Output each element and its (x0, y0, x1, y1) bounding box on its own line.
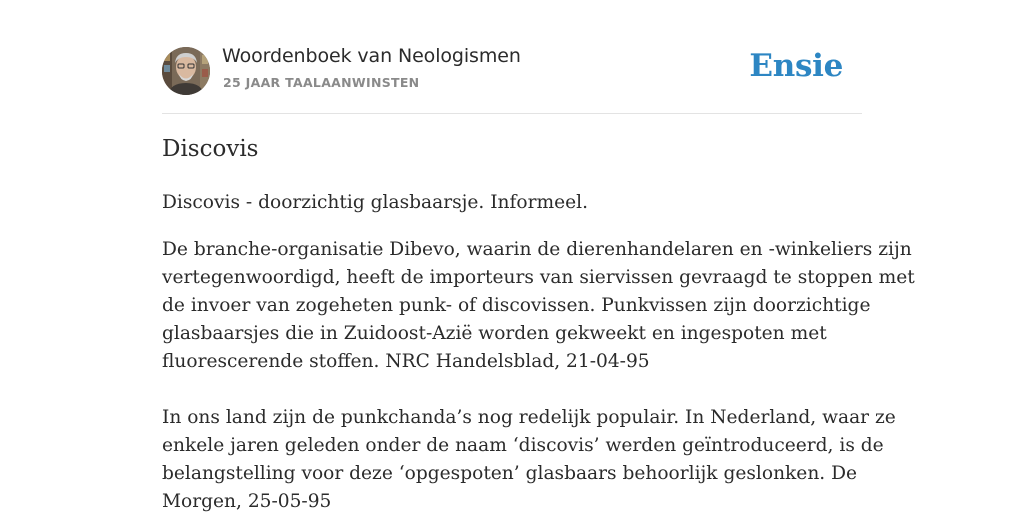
quote-line: glasbaarsjes die in Zuidoost-Azië worden gekweekt en ingespoten met (162, 323, 827, 344)
quote-line: Morgen, 25-05-95 (162, 491, 332, 512)
quote-line: belangstelling voor deze ‘opgespoten’ glasbaars behoorlijk geslonken. De (162, 463, 858, 484)
author-avatar[interactable] (162, 47, 210, 95)
entry-definition: Discovis - doorzichtig glasbaarsje. Informeel. (162, 192, 588, 213)
site-header (162, 0, 862, 114)
quote-line: enkele jaren geleden onder de naam ‘discovis’ werden geïntroduceerd, is de (162, 435, 884, 456)
ensie-logo[interactable]: Ensie (749, 48, 843, 84)
quote-block (162, 404, 896, 512)
quote-line: De branche-organisatie Dibevo, waarin de dierenhandelaren en -winkeliers zijn (162, 239, 912, 260)
quote-line: In ons land zijn de punkchanda’s nog redelijk populair. In Nederland, waar ze (162, 407, 896, 428)
quote-line: fluorescerende stoffen. NRC Handelsblad, 21-04-95 (162, 351, 650, 372)
entry-body (162, 189, 915, 512)
avatar-portrait-icon (162, 47, 210, 95)
quote-line: vertegenwoordigd, heeft de importeurs van siervissen gevraagd te stoppen met (162, 267, 915, 288)
site-title[interactable]: Woordenboek van Neologismen (222, 45, 521, 67)
entry-title: Discovis (162, 136, 259, 162)
quote-block (162, 236, 915, 376)
site-subtitle: 25 JAAR TAALAANWINSTEN (223, 75, 420, 90)
content-container (162, 0, 915, 512)
quote-line: de invoer van zogeheten punk- of discovissen. Punkvissen zijn doorzichtige (162, 295, 871, 316)
